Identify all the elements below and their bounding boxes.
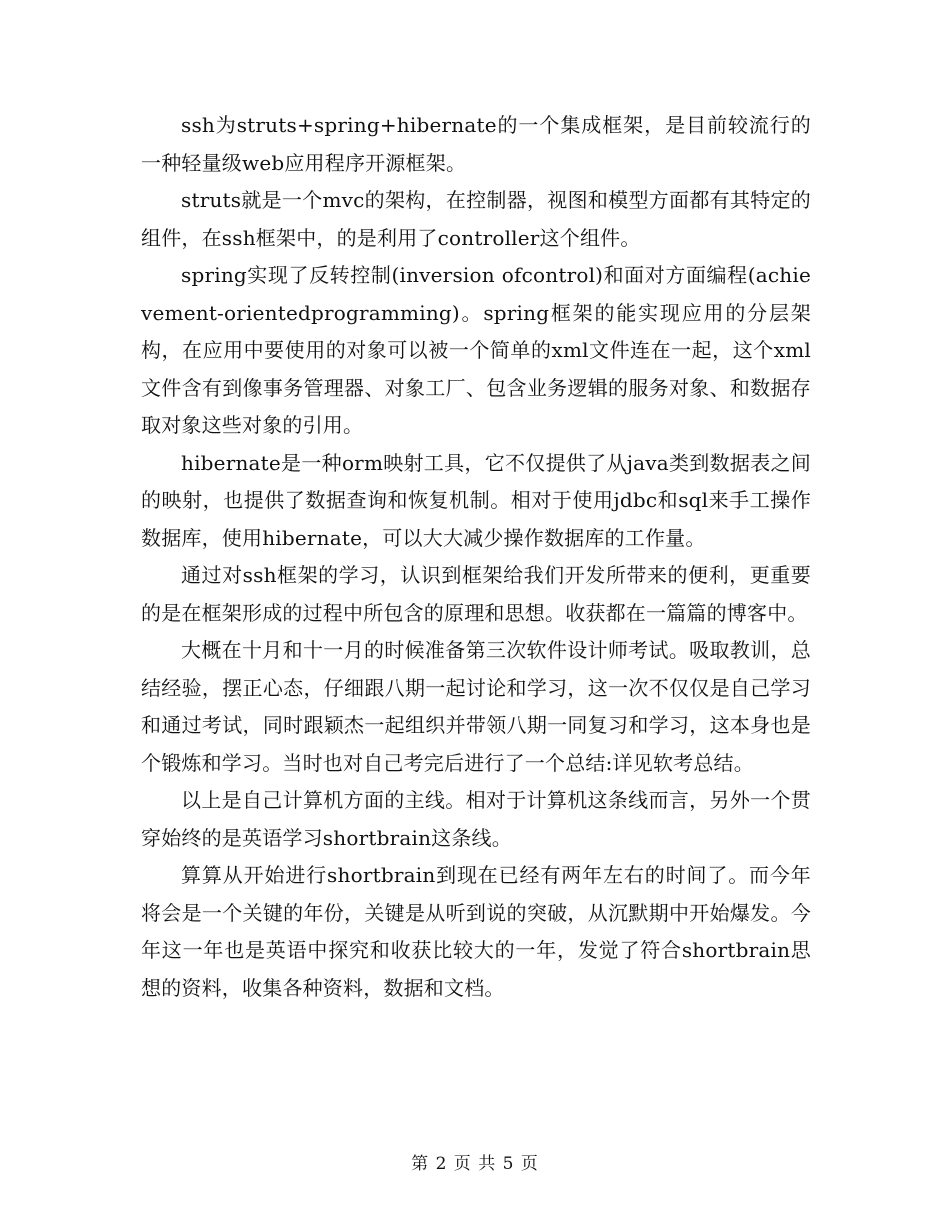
page-number-footer: 第 2 页 共 5 页 — [411, 1154, 539, 1174]
paragraph: struts就是一个mvc的架构，在控制器，视图和模型方面都有其特定的组件，在ssh框架中，的是利用了controller这个组件。 — [141, 188, 811, 250]
paragraph: hibernate是一种orm映射工具，它不仅提供了从java类到数据表之间的映射，也提供了数据查询和恢复机制。相对于使用jdbc和sql来手工操作数据库，使用hibernate，可以大大减少操作数据库的工作量。 — [141, 450, 811, 550]
document-body — [141, 107, 811, 1007]
paragraph: 以上是自己计算机方面的主线。相对于计算机这条线而言，另外一个贯穿始终的是英语学习shortbrain这条线。 — [141, 788, 811, 850]
paragraph: spring实现了反转控制(inversion ofcontrol)和面对方面编程(achievement-orientedprogramming)。spring框架的能实现应用的分层架构，在应用中要使用的对象可以被一个简单的xml文件连在一起，这个xml文件含有到像事务管理器、对象工厂、包含业务逻辑的服务对象、和数据存取对象这些对象的引用。 — [141, 263, 811, 437]
paragraph: ssh为struts+spring+hibernate的一个集成框架，是目前较流行的一种轻量级web应用程序开源框架。 — [141, 113, 811, 175]
paragraph: 大概在十月和十一月的时候准备第三次软件设计师考试。吸取教训，总结经验，摆正心态，仔细跟八期一起讨论和学习，这一次不仅仅是自己学习和通过考试，同时跟颖杰一起组织并带领八期一同复习和学习，这本身也是个锻炼和学习。当时也对自己考完后进行了一个总结:详见软考总结。 — [141, 638, 811, 775]
paragraph: 通过对ssh框架的学习，认识到框架给我们开发所带来的便利，更重要的是在框架形成的过程中所包含的原理和思想。收获都在一篇篇的博客中。 — [141, 563, 811, 625]
paragraph: 算算从开始进行shortbrain到现在已经有两年左右的时间了。而今年将会是一个关键的年份，关键是从听到说的突破，从沉默期中开始爆发。今年这一年也是英语中探究和收获比较大的一年，发觉了符合shortbrain思想的资料，收集各种资料，数据和文档。 — [141, 863, 811, 1000]
